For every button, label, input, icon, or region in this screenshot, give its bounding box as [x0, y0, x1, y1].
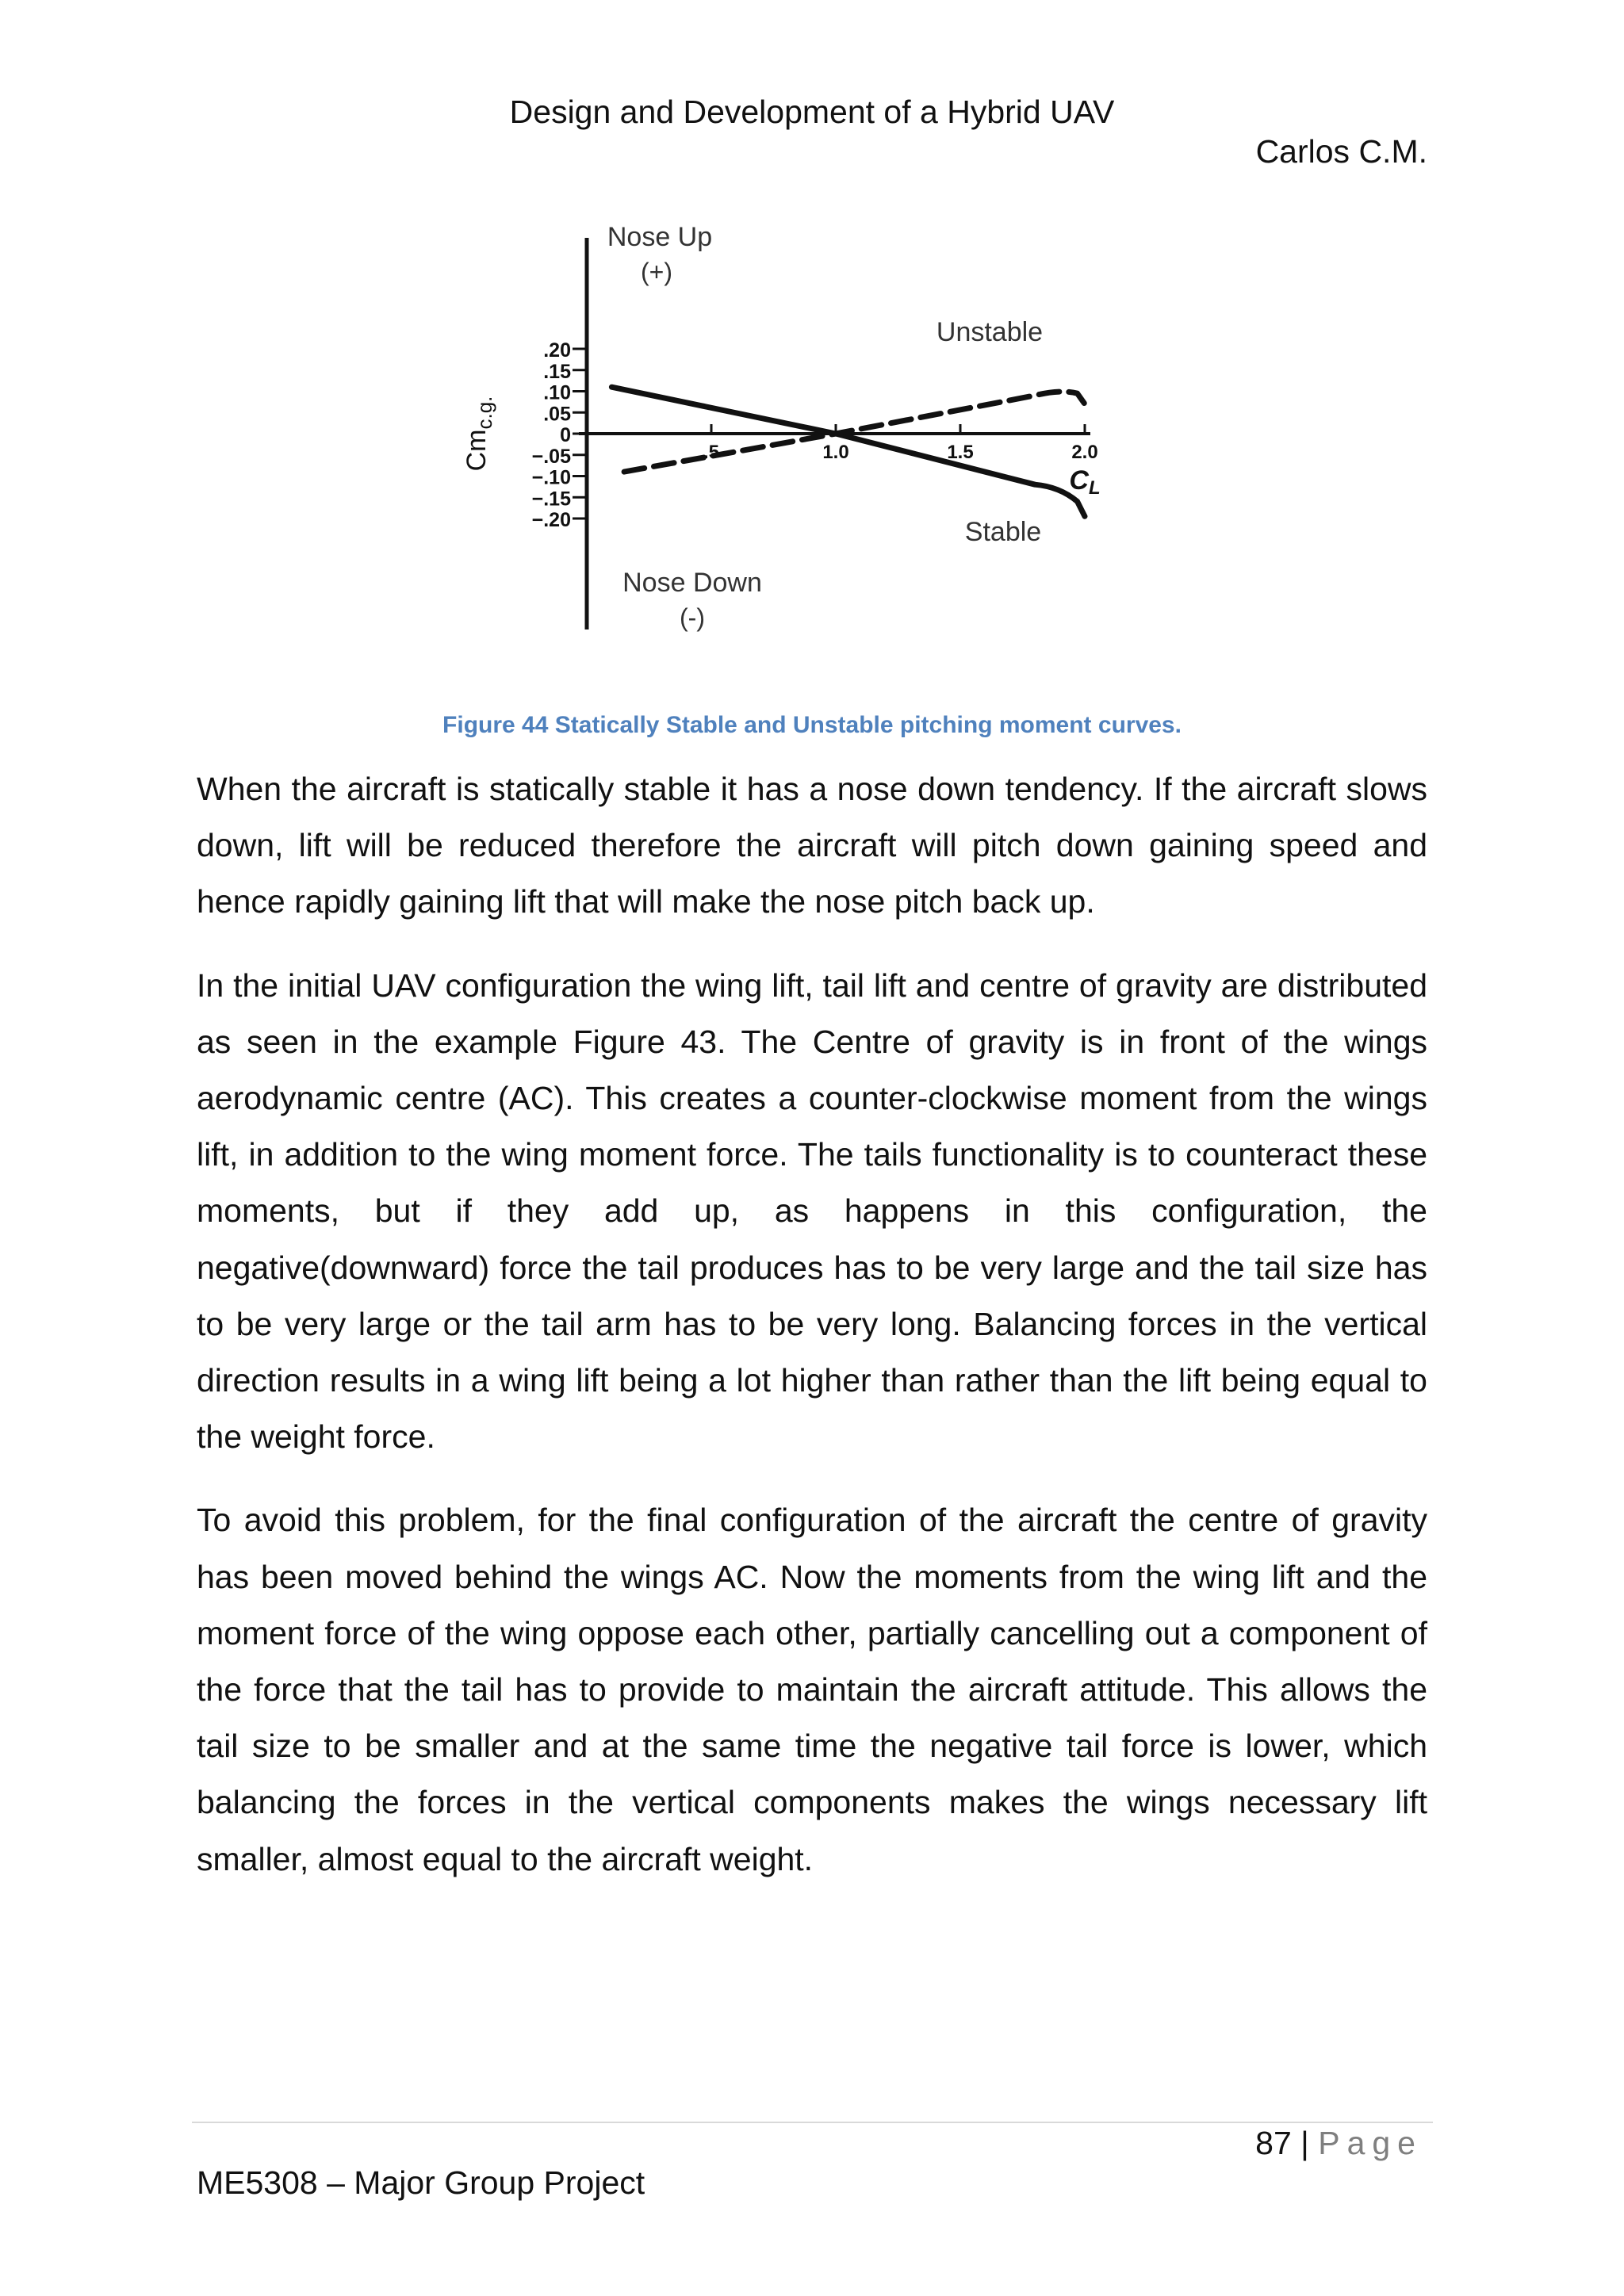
x-tick-label: 1.5 [947, 442, 974, 463]
pitching-moment-chart [444, 208, 1158, 652]
x-tick-label: 1.0 [822, 442, 849, 463]
nose-up-sign: (+) [641, 258, 672, 286]
x-tick-label: .5 [703, 442, 720, 463]
nose-down-label: Nose Down [622, 568, 762, 598]
page-number-separator: | [1300, 2125, 1309, 2161]
y-tick-label: .10 [543, 381, 571, 404]
x-axis-title: CL [1069, 465, 1101, 499]
page-number [1255, 2125, 1423, 2162]
nose-down-sign: (-) [680, 603, 705, 632]
document-author: Carlos C.M. [1255, 133, 1427, 170]
project-name: ME5308 – Major Group Project [197, 2164, 645, 2201]
body-text [197, 761, 1427, 1915]
footer-divider [192, 2122, 1433, 2123]
y-tick-label: .20 [543, 339, 571, 362]
nose-up-label: Nose Up [607, 222, 713, 252]
figure-caption: Figure 44 Statically Stable and Unstable pitching moment curves. [442, 712, 1182, 738]
document-title: Design and Development of a Hybrid UAV [509, 94, 1115, 130]
y-tick-label: −.10 [531, 466, 571, 489]
x-tick-label: 2.0 [1071, 442, 1098, 463]
y-tick-label: −.20 [531, 509, 571, 531]
stable-label: Stable [964, 517, 1042, 547]
y-tick-label: .05 [543, 403, 571, 426]
y-axis-title: $Cm_{c.g.}$ [462, 396, 496, 472]
unstable-label: Unstable [936, 317, 1044, 347]
y-tick-label: 0 [560, 424, 571, 446]
page-number-value: 87 [1255, 2125, 1292, 2161]
y-tick-label: −.15 [531, 488, 571, 511]
page-word: Page [1318, 2125, 1423, 2161]
paragraph-3: To avoid this problem, for the final configuration of the aircraft the centre of gravity has been moved behind the wings AC. Now the moments from the wing lift and the moment force of the wing oppose each other, partially cancelling out a component of the force that the tail has to provide to maintain the aircraft attitude. This allows the tail size to be smaller and at the same time the negative tail force is lower, which balancing the forces in the vertical components makes the wings necessary lift smaller, almost equal to the aircraft weight. [197, 1502, 1427, 1877]
y-tick-label: −.05 [531, 445, 571, 468]
paragraph-2: In the initial UAV configuration the wing lift, tail lift and centre of gravity are distributed as seen in the example Figure 43. The Centre of gravity is in front of the wings aerodynamic centre (AC). This creates a counter-clockwise moment from the wings lift, in addition to the wing moment force. The tails functionality is to counteract these moments, but if they add up, as happens in this configuration, the negative(downward) force the tail produces has to be very large and the tail size has to be very large or the tail arm has to be very long. Balancing forces in the vertical direction results in a wing lift being a lot higher than rather than the lift being equal to the weight force. [197, 966, 1427, 1456]
paragraph-1: When the aircraft is statically stable it has a nose down tendency. If the aircraft slows down, lift will be reduced therefore the aircraft will pitch down gaining speed and hence rapidly gaining lift that will make the nose pitch back up. [197, 771, 1427, 920]
y-tick-label: .15 [543, 360, 571, 383]
